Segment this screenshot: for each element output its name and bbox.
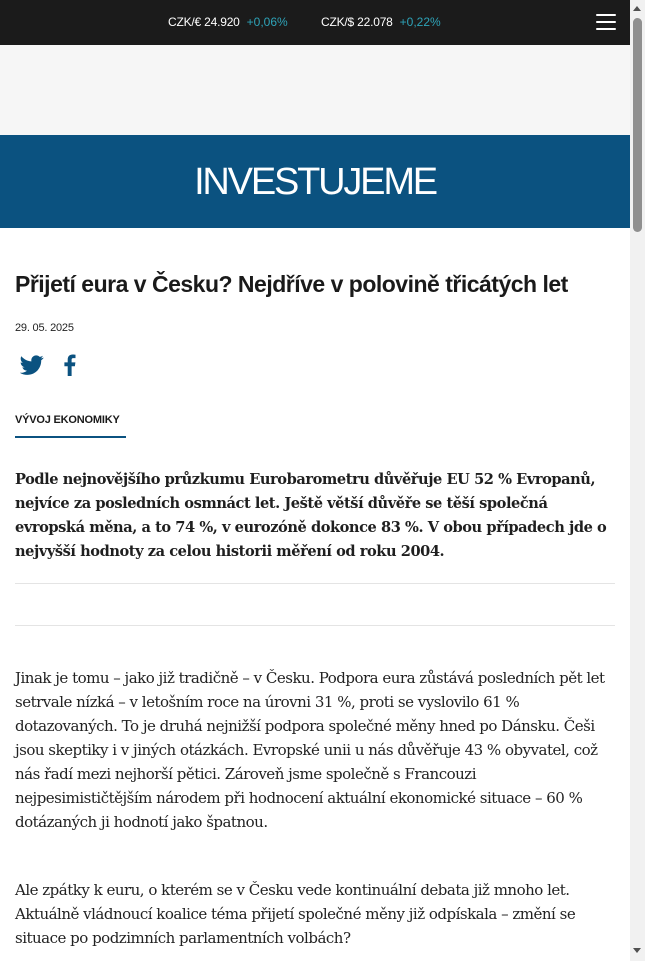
article-paragraph: Jinak je tomu – jako již tradičně – v Česku. Podpora eura zůstává posledních pět let setrvale nízká – v letošním roce na úrovni 31 %, proti se vyslovilo 61 % dotazovaných. To je druhá nejnižší podpora společné měny hned po Dánsku. Češi jsou skeptiky i v jiných otázkách. Evropské unii u nás důvěřuje 43 % obyvatel, což nás řadí mezi nejhorší pětici. Zároveň jsme společně s Francouzi nejpesimističtějším národem při hodnocení aktuální ekonomické situace – 60 % dotázaných ji hodnotí jako špatnou. xyxy=(15,669,605,831)
rate-usd-value: CZK/$ 22.078 xyxy=(321,15,393,29)
rate-eur-value: CZK/€ 24.920 xyxy=(168,15,240,29)
site-logo[interactable]: INVESTUJEME xyxy=(194,161,436,203)
twitter-icon[interactable] xyxy=(20,353,44,377)
category-underline xyxy=(15,436,126,438)
facebook-icon[interactable] xyxy=(58,353,82,377)
scroll-down-arrow-icon[interactable] xyxy=(633,948,641,953)
currency-ticker-bar xyxy=(0,0,630,45)
vertical-scrollbar[interactable] xyxy=(630,0,645,961)
article-perex: Podle nejnovějšího průzkumu Eurobarometru důvěřuje EU 52 % Evropanů, nejvíce za posledních osmnáct let. Ještě větší důvěře se těší společná evropská měna, a to 74 %, v eurozóně dokonce 83 %. V obou případech jde o nejvyšší hodnoty za celou historii měření od roku 2004. xyxy=(15,471,607,560)
divider xyxy=(15,583,615,584)
article-date: 29. 05. 2025 xyxy=(15,322,74,334)
scrollbar-thumb[interactable] xyxy=(633,18,642,232)
rate-eur-change: +0,06% xyxy=(246,15,288,29)
hamburger-menu-icon[interactable] xyxy=(596,13,618,31)
scroll-up-arrow-icon[interactable] xyxy=(633,6,641,11)
rate-usd-change: +0,22% xyxy=(399,15,441,29)
divider xyxy=(15,625,615,626)
article-paragraph: Ale zpátky k euru, o kterém se v Česku vede kontinuální debata již mnoho let. Aktuálně vládnoucí koalice téma přijetí společné měny již odpískala – změní se situace po podzimních parlamentních volbách? xyxy=(15,881,576,947)
ad-placeholder xyxy=(0,45,630,135)
article-title: Přijetí eura v Česku? Nejdříve v polovině třicátých let xyxy=(15,271,568,297)
rate-usd xyxy=(321,15,441,30)
category-link[interactable]: VÝVOJ EKONOMIKY xyxy=(15,414,120,426)
rate-eur xyxy=(168,15,288,30)
